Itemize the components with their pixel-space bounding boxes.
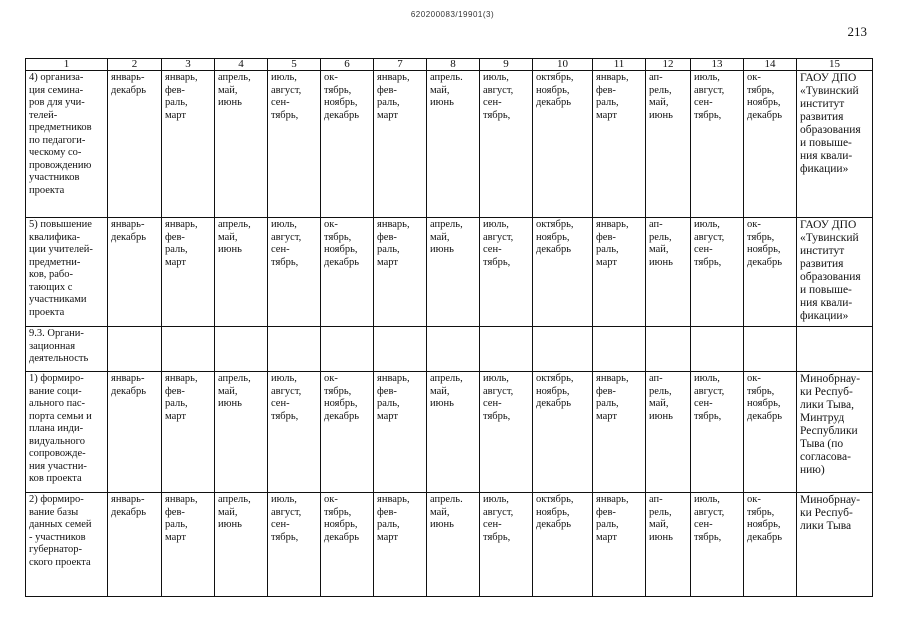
table-row [26, 372, 873, 493]
schedule-cell: июль, август, сен- тябрь, [480, 71, 533, 218]
schedule-cell [646, 327, 691, 372]
schedule-cell: январь, фев- раль, март [374, 218, 427, 327]
schedule-cell [215, 327, 268, 372]
schedule-cell: июль, август, сен- тябрь, [480, 493, 533, 597]
schedule-cell: январь, фев- раль, март [162, 493, 215, 597]
schedule-cell: ап- рель, май, июнь [646, 218, 691, 327]
column-header: 7 [374, 59, 427, 71]
schedule-cell: ок- тябрь, ноябрь, декабрь [321, 71, 374, 218]
schedule-cell: январь, фев- раль, март [162, 71, 215, 218]
schedule-cell: июль, август, сен- тябрь, [691, 372, 744, 493]
plan-table [25, 58, 873, 597]
column-header: 5 [268, 59, 321, 71]
page-number: 213 [847, 24, 867, 39]
schedule-cell: июль, август, сен- тябрь, [480, 372, 533, 493]
activity-cell: 2) формиро- вание базы данных семей - участников губернатор- ского проекта [26, 493, 108, 597]
schedule-cell: апрель, май, июнь [215, 218, 268, 327]
schedule-cell: январь, фев- раль, март [593, 372, 646, 493]
schedule-cell [374, 327, 427, 372]
schedule-cell: январь, фев- раль, март [374, 71, 427, 218]
schedule-cell: июль, август, сен- тябрь, [268, 71, 321, 218]
schedule-cell: ок- тябрь, ноябрь, декабрь [744, 71, 797, 218]
schedule-cell: ок- тябрь, ноябрь, декабрь [321, 372, 374, 493]
schedule-cell: январь, фев- раль, март [162, 372, 215, 493]
schedule-cell: ап- рель, май, июнь [646, 372, 691, 493]
schedule-cell: ап- рель, май, июнь [646, 493, 691, 597]
schedule-cell: январь, фев- раль, март [374, 372, 427, 493]
column-header: 2 [108, 59, 162, 71]
schedule-cell: ап- рель, май, июнь [646, 71, 691, 218]
schedule-cell: январь, фев- раль, март [593, 71, 646, 218]
table-row [26, 71, 873, 218]
column-header: 10 [533, 59, 593, 71]
period-cell [108, 327, 162, 372]
activity-cell: 1) формиро- вание соци- ального пас- порта семьи и плана инди- видуального сопровожде- ния участни- ков проекта [26, 372, 108, 493]
schedule-cell: апрель, май, июнь [215, 493, 268, 597]
schedule-cell: октябрь, ноябрь, декабрь [533, 218, 593, 327]
schedule-cell: январь, фев- раль, март [593, 493, 646, 597]
period-cell: январь- декабрь [108, 493, 162, 597]
column-header: 14 [744, 59, 797, 71]
column-number-row [26, 59, 873, 71]
schedule-cell: октябрь, ноябрь, декабрь [533, 493, 593, 597]
schedule-cell: июль, август, сен- тябрь, [480, 218, 533, 327]
schedule-cell: июль, август, сен- тябрь, [268, 372, 321, 493]
responsible-cell: Минобрнау- ки Респуб- лики Тыва, Минтруд Республики Тыва (по согласова- нию) [797, 372, 873, 493]
schedule-cell: июль, август, сен- тябрь, [268, 218, 321, 327]
schedule-cell: апрель, май, июнь [215, 71, 268, 218]
schedule-cell [321, 327, 374, 372]
section-row [26, 327, 873, 372]
table-row [26, 218, 873, 327]
table-row [26, 493, 873, 597]
schedule-cell: апрель. май, июнь [427, 71, 480, 218]
schedule-cell: июль, август, сен- тябрь, [691, 493, 744, 597]
schedule-cell [744, 327, 797, 372]
schedule-cell: январь, фев- раль, март [593, 218, 646, 327]
period-cell: январь- декабрь [108, 372, 162, 493]
schedule-cell: июль, август, сен- тябрь, [691, 71, 744, 218]
schedule-cell: июль, август, сен- тябрь, [691, 218, 744, 327]
section-title-cell: 9.3. Органи- зационная деятельность [26, 327, 108, 372]
column-header: 8 [427, 59, 480, 71]
schedule-cell: ок- тябрь, ноябрь, декабрь [744, 372, 797, 493]
schedule-cell [480, 327, 533, 372]
column-header: 1 [26, 59, 108, 71]
schedule-cell: январь, фев- раль, март [162, 218, 215, 327]
schedule-cell [268, 327, 321, 372]
column-header: 9 [480, 59, 533, 71]
responsible-cell: ГАОУ ДПО «Тувинский институт развития образования и повыше- ния квали- фикации» [797, 218, 873, 327]
schedule-cell: октябрь, ноябрь, декабрь [533, 372, 593, 493]
column-header: 3 [162, 59, 215, 71]
schedule-cell: январь, фев- раль, март [374, 493, 427, 597]
period-cell: январь- декабрь [108, 71, 162, 218]
column-header: 12 [646, 59, 691, 71]
activity-cell: 5) повышение квалифика- ции учителей- предметни- ков, рабо- тающих с участниками проекта [26, 218, 108, 327]
schedule-cell: апрель, май, июнь [427, 218, 480, 327]
schedule-cell: ок- тябрь, ноябрь, декабрь [321, 493, 374, 597]
schedule-cell [427, 327, 480, 372]
column-header: 6 [321, 59, 374, 71]
responsible-cell: ГАОУ ДПО «Тувинский институт развития образования и повыше- ния квали- фикации» [797, 71, 873, 218]
schedule-cell: ок- тябрь, ноябрь, декабрь [744, 493, 797, 597]
schedule-cell: апрель, май, июнь [427, 372, 480, 493]
schedule-cell: апрель, май, июнь [215, 372, 268, 493]
document-code: 620200083/19901(3) [410, 10, 495, 19]
column-header: 15 [797, 59, 873, 71]
responsible-cell: Минобрнау- ки Респуб- лики Тыва [797, 493, 873, 597]
schedule-cell: июль, август, сен- тябрь, [268, 493, 321, 597]
schedule-cell: октябрь, ноябрь, декабрь [533, 71, 593, 218]
schedule-cell [533, 327, 593, 372]
schedule-cell: апрель. май, июнь [427, 493, 480, 597]
schedule-cell [162, 327, 215, 372]
schedule-cell [593, 327, 646, 372]
activity-cell: 4) организа- ция семина- ров для учи- телей- предметников по педагоги- ческому со- провождению участников проекта [26, 71, 108, 218]
schedule-cell: ок- тябрь, ноябрь, декабрь [744, 218, 797, 327]
schedule-cell [691, 327, 744, 372]
column-header: 13 [691, 59, 744, 71]
column-header: 11 [593, 59, 646, 71]
responsible-cell [797, 327, 873, 372]
schedule-cell: ок- тябрь, ноябрь, декабрь [321, 218, 374, 327]
column-header: 4 [215, 59, 268, 71]
period-cell: январь- декабрь [108, 218, 162, 327]
